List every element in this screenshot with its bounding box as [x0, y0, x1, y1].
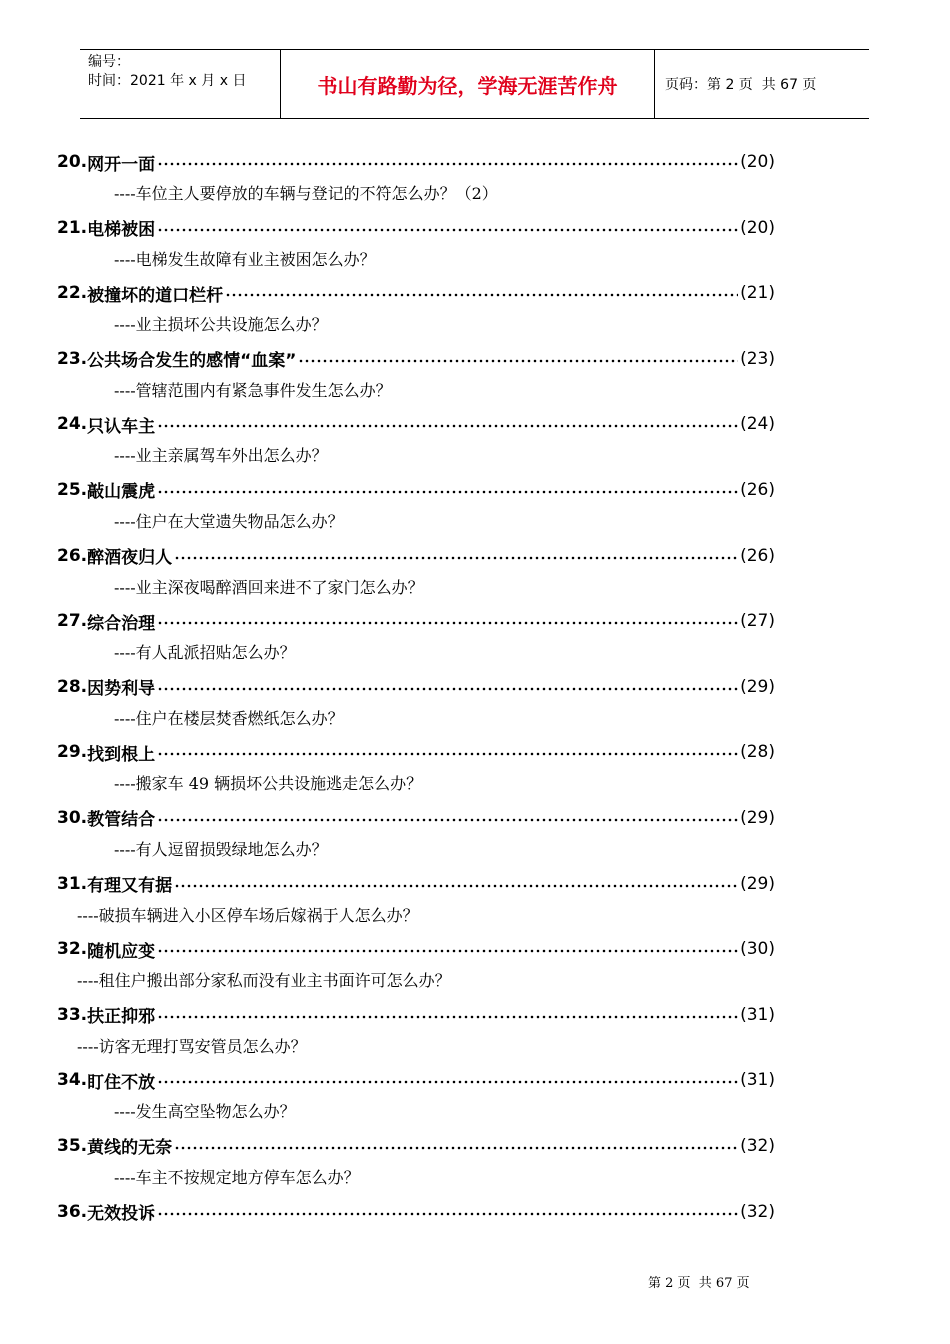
toc-heading-row[interactable]	[57, 410, 775, 438]
toc-entry-number: 33.	[57, 1004, 88, 1025]
toc-entry-title: 教管结合	[87, 810, 156, 831]
toc-entry-subtitle: ----业主损坏公共设施怎么办？	[114, 315, 328, 335]
toc-entry-subtitle: ----有人乱派招贴怎么办？	[114, 643, 296, 663]
toc-entry-title: 被撞坏的道口栏杆	[87, 285, 224, 306]
toc-entry-number: 31.	[57, 873, 88, 894]
toc-dot-leader	[157, 490, 738, 494]
toc-entry[interactable]	[57, 1198, 775, 1264]
toc-entry-subtitle: ----业主深夜喝醉酒回来进不了家门怎么办？	[114, 577, 424, 597]
toc-entry[interactable]	[57, 1066, 775, 1132]
toc-entry-number: 27.	[57, 611, 88, 632]
toc-entry[interactable]	[57, 542, 775, 608]
toc-entry[interactable]	[57, 1001, 775, 1067]
toc-entry-number: 24.	[57, 414, 88, 435]
toc-entry-number: 23.	[57, 348, 88, 369]
toc-heading-row[interactable]	[57, 1198, 775, 1226]
toc-entry-number: 29.	[57, 742, 88, 763]
toc-entry-title: 扶正抑邪	[87, 1007, 156, 1028]
toc-dot-leader	[174, 1146, 738, 1150]
toc-heading-row[interactable]	[57, 870, 775, 898]
toc-heading-row[interactable]	[57, 1066, 775, 1094]
toc-entry[interactable]	[57, 476, 775, 542]
toc-entry[interactable]	[57, 738, 775, 804]
toc-entry-title: 黄线的无奈	[87, 1138, 173, 1159]
toc-entry-number: 20.	[57, 152, 88, 172]
toc-entry-page: (26)	[740, 479, 775, 500]
toc-entry-subtitle: ----电梯发生故障有业主被困怎么办？	[114, 249, 376, 269]
header-meta-cell	[80, 50, 281, 118]
toc-entry-subtitle: ----车位主人要停放的车辆与登记的不符怎么办？（2）	[114, 184, 498, 203]
toc-entry-page: (21)	[740, 283, 775, 304]
toc-entry-number: 25.	[57, 479, 88, 500]
toc-entry-number: 22.	[57, 283, 88, 304]
toc-entry-page: (24)	[740, 414, 775, 435]
toc-entry[interactable]	[57, 345, 775, 411]
header-page-code: 页码：第 2 页 共 67 页	[665, 77, 817, 93]
toc-entry-page: (32)	[740, 1135, 775, 1156]
toc-dot-leader	[298, 359, 738, 363]
toc-heading-row[interactable]	[57, 476, 775, 504]
toc-entry-subtitle: ----搬家车 49 辆损坏公共设施逃走怎么办？	[114, 774, 423, 794]
toc-heading-row[interactable]	[57, 804, 775, 832]
toc-entry-subtitle: ----管辖范围内有紧急事件发生怎么办？	[114, 380, 392, 400]
toc-entry-title: 因势利导	[87, 679, 156, 700]
toc-entry-subtitle: ----租住户搬出部分家私而没有业主书面许可怎么办？	[77, 971, 451, 991]
toc-entry[interactable]	[57, 870, 775, 936]
toc-heading-row[interactable]	[57, 279, 775, 307]
toc-entry-title: 综合治理	[87, 613, 156, 634]
toc-entry[interactable]	[57, 607, 775, 673]
toc-entry[interactable]	[57, 1132, 775, 1198]
number-label: 编号：	[88, 54, 130, 70]
toc-entry-title: 醉酒夜归人	[87, 548, 173, 569]
toc-dot-leader	[157, 162, 738, 166]
toc-entry[interactable]	[57, 804, 775, 870]
toc-dot-leader	[157, 752, 738, 756]
toc-entry-title: 无效投诉	[87, 1204, 156, 1224]
toc-heading-row[interactable]	[57, 935, 775, 963]
toc-entry[interactable]	[57, 410, 775, 476]
toc-dot-leader	[157, 1212, 738, 1216]
toc-entry-number: 30.	[57, 807, 88, 828]
toc-entry-subtitle: ----住户在大堂遗失物品怎么办？	[114, 511, 344, 531]
toc-dot-leader	[157, 818, 738, 822]
toc-entry-page: (26)	[740, 545, 775, 566]
toc-dot-leader	[225, 293, 738, 297]
toc-entry-title: 网开一面	[87, 154, 156, 175]
toc-entry[interactable]	[57, 673, 775, 739]
toc-dot-leader	[157, 424, 738, 428]
toc-entry-number: 32.	[57, 939, 88, 960]
toc-heading-row[interactable]	[57, 214, 775, 242]
toc-entry-page: (28)	[740, 742, 775, 763]
toc-entry-subtitle: ----住户在楼层焚香燃纸怎么办？	[114, 708, 344, 728]
toc-entry-number: 34.	[57, 1070, 88, 1091]
table-of-contents	[57, 148, 775, 1263]
toc-entry-title: 盯住不放	[87, 1072, 156, 1093]
toc-entry-number: 26.	[57, 545, 88, 566]
toc-entry-number: 36.	[57, 1201, 88, 1222]
toc-dot-leader	[157, 949, 738, 953]
toc-entry-page: (29)	[740, 676, 775, 697]
toc-entry-title: 有理又有据	[87, 876, 173, 897]
toc-heading-row[interactable]	[57, 738, 775, 766]
toc-entry-title: 随机应变	[87, 941, 156, 962]
toc-entry[interactable]	[57, 935, 775, 1001]
toc-entry-title: 只认车主	[87, 416, 156, 437]
toc-entry-page: (32)	[740, 1201, 775, 1222]
toc-entry-page: (30)	[740, 939, 775, 960]
toc-dot-leader	[157, 687, 738, 691]
toc-entry-title: 电梯被困	[87, 220, 156, 241]
header-motto: 书山有路勤为径，学海无涯苦作舟	[281, 50, 655, 118]
toc-entry-page: (20)	[740, 217, 775, 238]
toc-entry-number: 28.	[57, 676, 88, 697]
toc-heading-row[interactable]	[57, 1001, 775, 1029]
toc-entry-subtitle: ----有人逗留损毁绿地怎么办？	[114, 839, 328, 859]
toc-entry-page: (29)	[740, 873, 775, 894]
toc-dot-leader	[174, 884, 738, 888]
toc-entry-subtitle: ----破损车辆进入小区停车场后嫁祸于人怎么办？	[77, 905, 419, 925]
toc-entry-title: 敲山震虎	[87, 482, 156, 503]
toc-heading-row[interactable]	[57, 1132, 775, 1160]
toc-heading-row[interactable]	[57, 673, 775, 701]
toc-entry-page: (31)	[740, 1004, 775, 1025]
page-footer: 第 2 页 共 67 页	[648, 1276, 750, 1291]
toc-entry-title: 公共场合发生的感情“血案”	[87, 351, 297, 372]
toc-dot-leader	[157, 228, 738, 232]
toc-entry-subtitle: ----业主亲属驾车外出怎么办？	[114, 446, 328, 466]
toc-entry[interactable]	[57, 214, 775, 280]
toc-entry-subtitle: ----车主不按规定地方停车怎么办？	[114, 1167, 360, 1187]
toc-dot-leader	[157, 621, 738, 625]
toc-dot-leader	[174, 556, 738, 560]
toc-entry-title: 找到根上	[87, 744, 156, 765]
toc-entry[interactable]	[57, 279, 775, 345]
time-label: 时间：2021 年 x 月 x 日	[88, 73, 247, 89]
toc-heading-row[interactable]	[57, 542, 775, 570]
toc-heading-row[interactable]	[57, 148, 775, 176]
toc-entry[interactable]	[57, 148, 775, 214]
toc-entry-page: (23)	[740, 348, 775, 369]
toc-entry-number: 35.	[57, 1135, 88, 1156]
toc-heading-row[interactable]	[57, 345, 775, 373]
toc-entry-page: (27)	[740, 611, 775, 632]
toc-entry-number: 21.	[57, 217, 88, 238]
page-header	[80, 49, 869, 119]
toc-entry-page: (20)	[740, 152, 775, 172]
toc-entry-subtitle: ----访客无理打骂安管员怎么办？	[77, 1036, 307, 1056]
toc-entry-page: (29)	[740, 807, 775, 828]
toc-dot-leader	[157, 1015, 738, 1019]
toc-entry-subtitle: ----发生高空坠物怎么办？	[114, 1102, 296, 1122]
toc-entry-page: (31)	[740, 1070, 775, 1091]
toc-dot-leader	[157, 1080, 738, 1084]
toc-heading-row[interactable]	[57, 607, 775, 635]
